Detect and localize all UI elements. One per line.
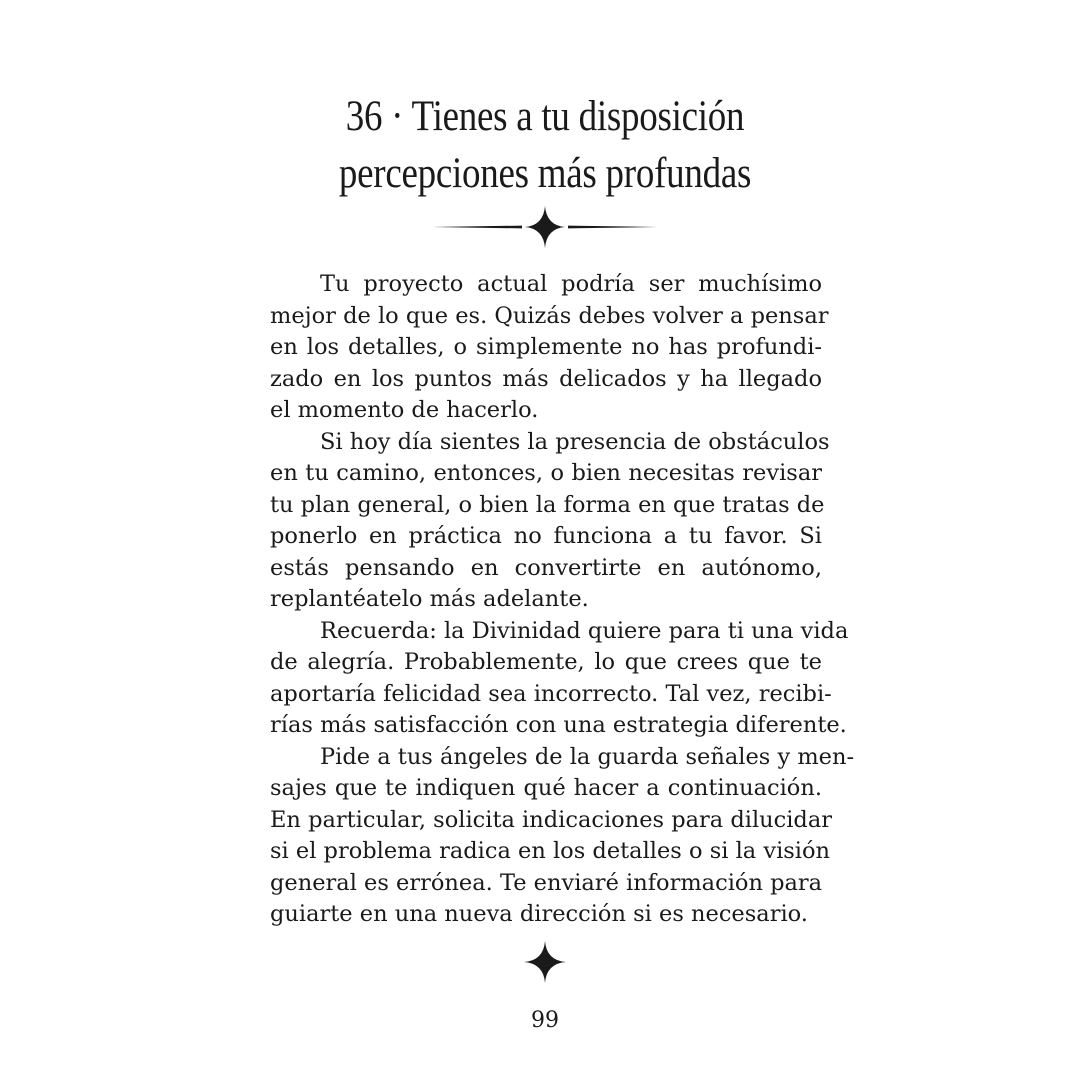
text-line: general es errónea. Te enviaré información para — [270, 869, 823, 896]
text-line: si el problema radica en los detalles o si la visión — [270, 838, 831, 864]
chapter-title-line-1: 36 · Tienes a tu disposición — [345, 93, 745, 140]
text-line: mejor de lo que es. Quizás debes volver a pensar — [270, 302, 829, 329]
chapter-title-line-2: percepciones más profundas — [338, 150, 752, 197]
text-line: rías más satisfacción con una estrategia diferente. — [270, 712, 847, 738]
text-line: zado en los puntos más delicados y ha llegado — [270, 365, 822, 392]
chapter-title — [309, 88, 782, 202]
text-line: de alegría. Probablemente, lo que crees que te — [270, 649, 822, 675]
four-point-star-icon — [523, 940, 567, 984]
text-line: guiarte en una nueva dirección si es necesario. — [270, 901, 808, 927]
text-line: replantéatelo más adelante. — [270, 586, 589, 612]
text-line: tu plan general, o bien la forma en que tratas de — [270, 491, 825, 518]
text-line: Si hoy día sientes la presencia de obstáculos — [320, 428, 830, 455]
text-line: ponerlo en práctica no funciona a tu favor. Si — [270, 523, 822, 549]
text-line: Tu proyecto actual podría ser muchísimo — [320, 271, 822, 297]
paragraph — [270, 427, 830, 616]
text-line: Pide a tus ángeles de la guarda señales y men- — [320, 743, 855, 770]
paragraph — [270, 616, 849, 742]
text-line: estás pensando en convertirte en autónomo, — [270, 554, 822, 581]
text-line: En particular, solicita indicaciones para dilucidar — [270, 806, 833, 833]
paragraph — [270, 742, 855, 931]
text-line: en tu camino, entonces, o bien necesitas revisar — [270, 460, 822, 486]
body-text — [270, 269, 855, 931]
four-point-star-divider-icon — [430, 204, 660, 250]
page-number: 99 — [531, 1008, 559, 1033]
text-line: aportaría felicidad sea incorrecto. Tal vez, recibi- — [270, 680, 832, 707]
text-line: sajes que te indiquen qué hacer a continuación. — [270, 775, 822, 801]
text-line: en los detalles, o simplemente no has profundi- — [270, 334, 822, 360]
text-line: el momento de hacerlo. — [270, 397, 539, 423]
paragraph — [270, 269, 829, 427]
text-line: Recuerda: la Divinidad quiere para ti una vida — [320, 617, 849, 644]
